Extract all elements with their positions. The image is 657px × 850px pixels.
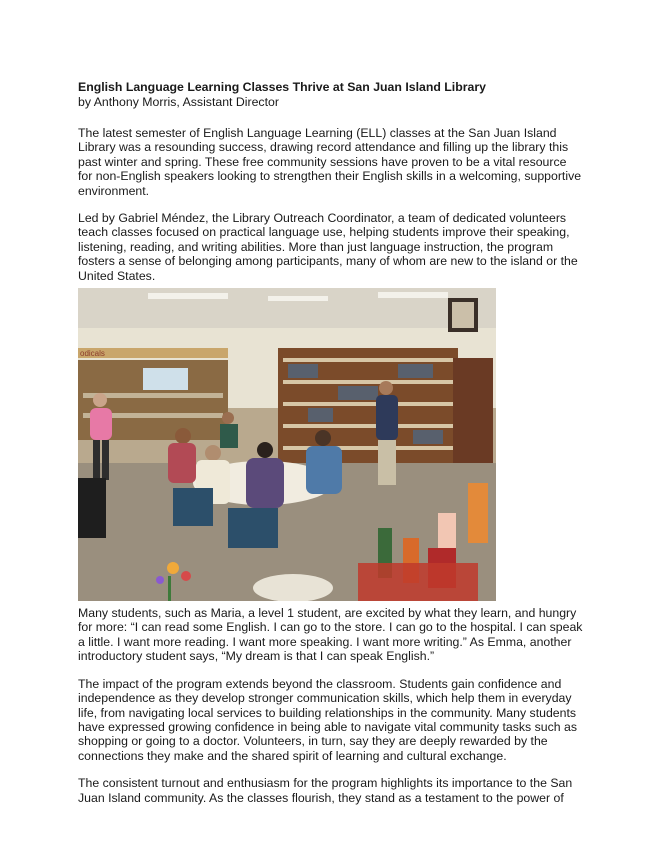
article-byline: by Anthony Morris, Assistant Director — [78, 95, 279, 109]
paragraph-4: The impact of the program extends beyond the classroom. Students gain confidence and independence as they develop stronger communication skills, which help them in everyday life, from navigating local services to building relationships in the community. Many students have expressed growing confidence in being able to navigate vital community tasks such as shopping or going to a doctor. Volunteers, in turn, say they are deeply rewarded by the connections they make and the shared spirit of learning and cultural exchange. — [78, 676, 577, 763]
paragraph-3: Many students, such as Maria, a level 1 student, are excited by what they learn, and hungry for more: “I can read some English. I can go to the store. I can go to the hospital. I can speak a little. I want more reading. I want more speaking. I want more writing.” As Emma, another introductory student says, “My dream is that I can speak English.” — [78, 606, 583, 664]
paragraph-1: The latest semester of English Language Learning (ELL) classes at the San Juan Island Library was a resounding success, drawing record attendance and filling up the library this past winter and spring. These free community sessions have proven to be a vital resource for non-English speakers looking to strengthen their English skills in a welcoming, supportive environment. — [78, 126, 582, 198]
periodicals-sign: odicals — [80, 349, 105, 359]
class-photo — [78, 288, 496, 601]
paragraph-5: The consistent turnout and enthusiasm for the program highlights its importance to the San Juan Island community. As the classes flourish, they stand as a testament to the power of — [78, 776, 573, 805]
article-title: English Language Learning Classes Thrive at San Juan Island Library — [78, 80, 486, 94]
article — [78, 80, 583, 805]
paragraph-2: Led by Gabriel Méndez, the Library Outreach Coordinator, a team of dedicated volunteers teach classes focused on practical language use, helping students improve their speaking, listening, reading, and writing abilities. More than just language instruction, the program fosters a sense of belonging among participants, many of whom are new to the island or the United States. — [78, 211, 578, 283]
